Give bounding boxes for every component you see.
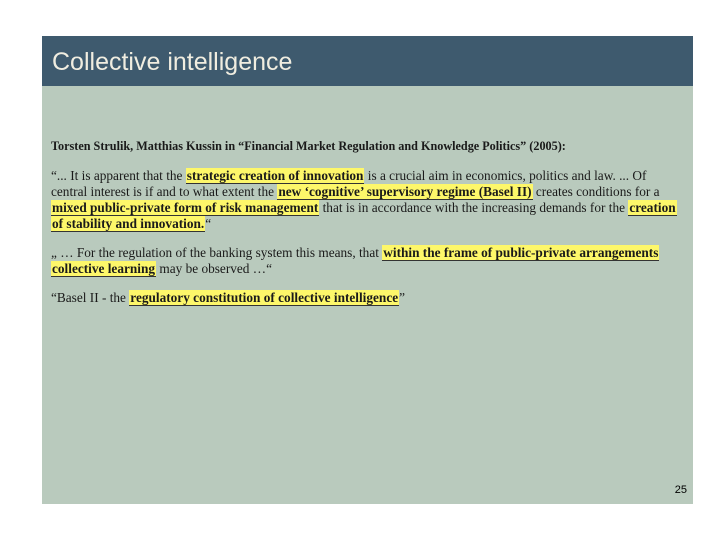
- quote1-highlight-4: creation of stability and innovation.: [52, 200, 676, 231]
- quote1-highlight-2: new ‘cognitive’ supervisory regime (Basel II): [278, 184, 532, 199]
- quote-paragraph-1: [51, 168, 683, 232]
- quote1-highlight-1: strategic creation of innovation: [186, 168, 364, 183]
- quote-paragraph-2: [51, 245, 683, 277]
- quote2-text-2: may be observed …“: [156, 261, 272, 276]
- quote1-highlight-3: mixed public-private form of risk management: [52, 200, 319, 215]
- quote2-text-1: „ … For the regulation of the banking system this means, that: [51, 245, 383, 260]
- quote2-highlight-1: within the frame of public-private arrangements collective learning: [52, 245, 659, 276]
- quote1-text-5: “: [205, 216, 212, 231]
- quote3-highlight-1: regulatory constitution of collective intelligence: [130, 290, 399, 305]
- slide-content: [51, 138, 683, 319]
- quote3-text-2: ”: [399, 290, 406, 305]
- citation-intro: Torsten Strulik, Matthias Kussin in “Financial Market Regulation and Knowledge Politics” (2005):: [51, 139, 566, 153]
- slide: [42, 36, 693, 504]
- title-bar: [42, 36, 693, 86]
- slide-title: Collective intelligence: [52, 48, 293, 76]
- quote-paragraph-3: [51, 290, 683, 306]
- quote1-text-3: creates conditions for a: [532, 184, 660, 199]
- quote1-text-2: is a crucial aim in economics, politics and law. ... Of central interest is if and to what extent the: [51, 168, 647, 199]
- quote1-text-1: “... It is apparent that the: [51, 168, 186, 183]
- page-number: 25: [674, 484, 687, 496]
- quote1-text-4: that is in accordance with the increasing demands for the: [319, 200, 629, 215]
- quote3-text-1: “Basel II - the: [51, 290, 130, 305]
